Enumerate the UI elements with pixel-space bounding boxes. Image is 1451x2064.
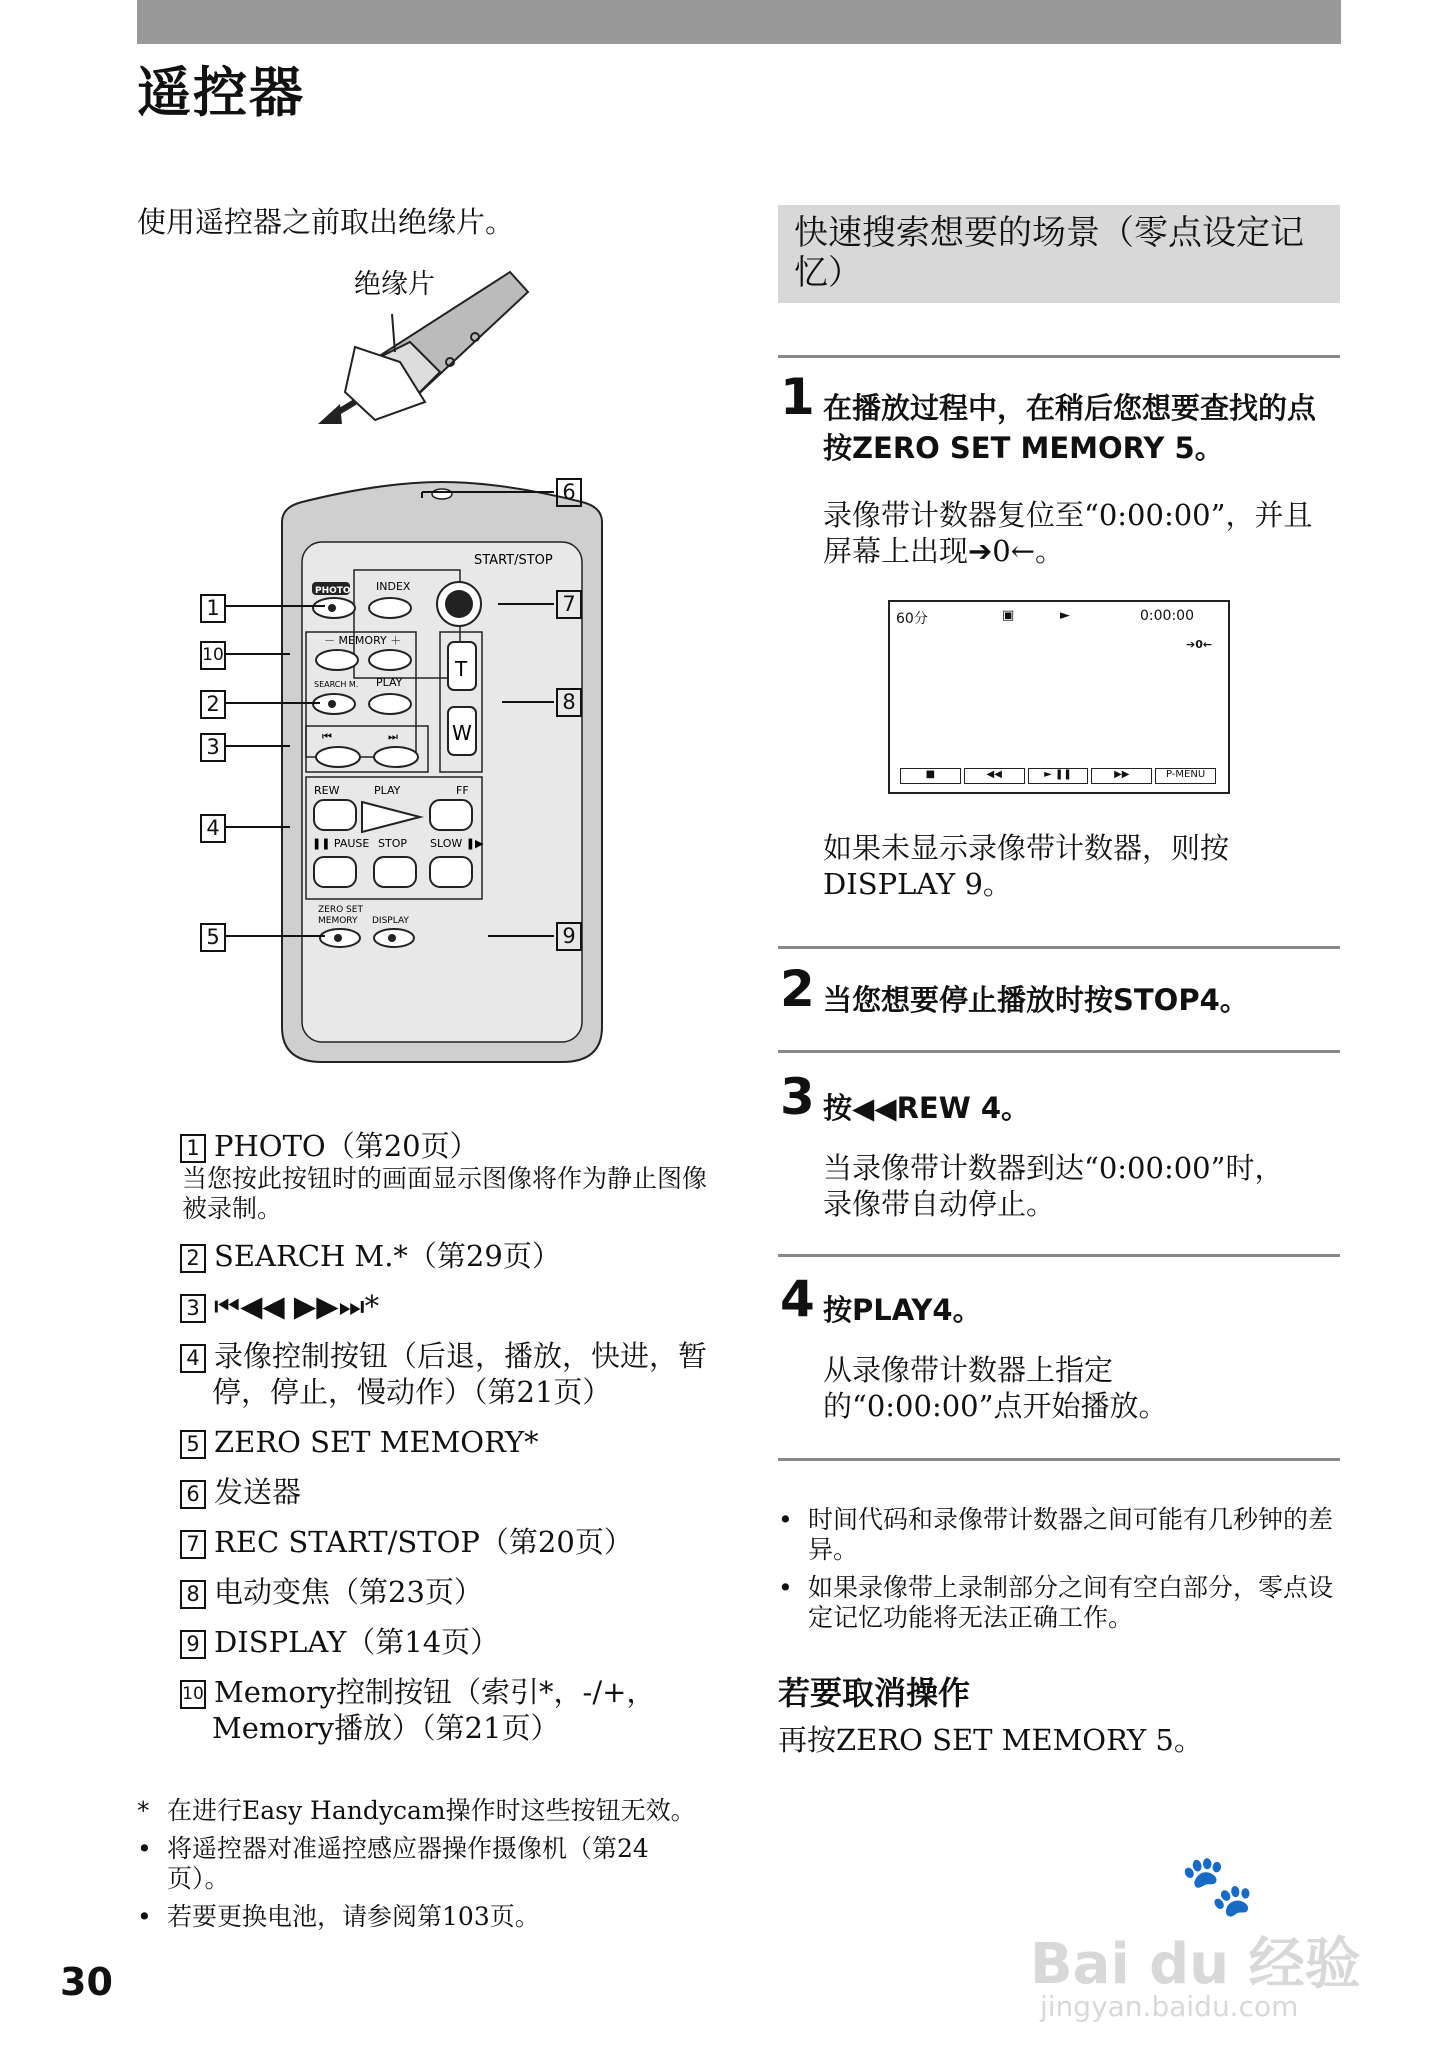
remote-play-top-label: PLAY xyxy=(376,676,403,689)
remote-prev-label: ⏮ xyxy=(322,730,332,743)
top-bar xyxy=(137,0,1341,44)
zero-mark: ➔0← xyxy=(1186,638,1213,651)
remote-search-m-label: SEARCH M. xyxy=(314,680,359,689)
watermark-url: jingyan.baidu.com xyxy=(1040,1990,1299,2023)
remote-play-label: PLAY xyxy=(374,784,401,797)
note-item: • 时间代码和录像带计数器之间可能有几秒钟的差异。 xyxy=(778,1505,1334,1564)
remote-memory-label: － MEMORY ＋ xyxy=(324,634,402,647)
remote-next-label: ⏭ xyxy=(388,730,398,743)
remote-index-label: INDEX xyxy=(376,580,411,593)
remote-display-label: DISPLAY xyxy=(372,916,409,926)
remote-start-stop-label: START/STOP xyxy=(474,553,553,568)
baidu-watermark xyxy=(1030,1850,1360,2040)
step-4-number: 4 xyxy=(780,1270,815,1328)
remote-photo-label: PHOTO xyxy=(315,586,351,596)
divider xyxy=(778,1050,1340,1053)
tape-counter: 0:00:00 xyxy=(1140,608,1194,624)
play-icon: ► xyxy=(1060,608,1070,623)
cancel-text: 再按ZERO SET MEMORY 5。 xyxy=(778,1723,1203,1757)
step-3-number: 3 xyxy=(780,1068,815,1126)
callout-5: 5 xyxy=(200,923,234,952)
callout-9: 9 xyxy=(556,922,590,951)
step-1-desc: 录像带计数器复位至“0:00:00”，并且屏幕上出现➔0←。 xyxy=(823,498,1313,568)
legend-item: 9 DISPLAY（第14页） xyxy=(180,1624,720,1660)
step-2-number: 2 xyxy=(780,960,815,1018)
remote-slow-label: SLOW ❚▶ xyxy=(430,837,484,850)
note-item: * 在进行Easy Handycam操作时这些按钮无效。 xyxy=(137,1796,696,1825)
legend-item: 2 SEARCH M.*（第29页） xyxy=(180,1238,720,1274)
legend-item: 8 电动变焦（第23页） xyxy=(180,1574,720,1610)
watermark-brand: Bai du 经验 xyxy=(1030,1932,1361,1997)
divider xyxy=(778,1458,1340,1461)
remote-ff-label: FF xyxy=(456,784,469,797)
divider xyxy=(778,1254,1340,1257)
stop-screen-button: ■ xyxy=(900,768,961,784)
step-2-text: 当您想要停止播放时按STOP4。 xyxy=(823,983,1249,1017)
page-title: 遥控器 xyxy=(137,61,305,124)
callout-2: 2 xyxy=(200,690,234,719)
legend-item: 7 REC START/STOP（第20页） xyxy=(180,1524,720,1560)
note-item: • 若要更换电池，请参阅第103页。 xyxy=(137,1902,540,1931)
remote-pause-label: ❚❚ PAUSE xyxy=(312,837,370,850)
callout-6: 6 xyxy=(556,478,590,507)
remote-zero-set-label: ZERO SET xyxy=(318,905,363,915)
callout-7: 7 xyxy=(556,590,590,619)
page-number: 30 xyxy=(60,1960,113,2004)
callout-1: 1 xyxy=(200,594,234,623)
right-notes xyxy=(778,1505,1343,1641)
rew-screen-button: ◀◀ xyxy=(964,768,1025,784)
callout-4: 4 xyxy=(200,814,234,843)
note-item: • 将遥控器对准遥控感应器操作摄像机（第24页）。 xyxy=(137,1834,649,1893)
divider xyxy=(778,946,1340,949)
screen-button-bar xyxy=(900,768,1216,784)
legend-item: 1 PHOTO（第20页） 当您按此按钮时的画面显示图像将作为静止图像被录制。 xyxy=(182,1129,708,1223)
lcd-screen xyxy=(888,600,1230,794)
step-4-text: 按PLAY4。 xyxy=(823,1293,982,1327)
section-title: 快速搜索想要的场景（零点设定记忆） xyxy=(778,205,1340,303)
remote-stop-label: STOP xyxy=(378,837,407,850)
insulation-illustration xyxy=(300,262,530,442)
legend-item: 4 录像控制按钮（后退，播放，快进，暂停，停止，慢动作）（第21页） xyxy=(180,1338,720,1410)
step-3-desc: 当录像带计数器到达“0:00:00”时，录像带自动停止。 xyxy=(823,1151,1284,1221)
divider xyxy=(778,355,1340,358)
step-1-number: 1 xyxy=(780,368,815,426)
note-item: • 如果录像带上录制部分之间有空白部分，零点设定记忆功能将无法正确工作。 xyxy=(778,1573,1334,1632)
tape-icon: ▣ xyxy=(1002,608,1015,623)
step-1-text: 在播放过程中，在稍后您想要查找的点按ZERO SET MEMORY 5。 xyxy=(823,391,1317,465)
insulation-label: 绝缘片 xyxy=(354,269,435,300)
legend-item: 3 ⏮◀◀ ▶▶⏭* xyxy=(180,1288,720,1324)
legend-item: 10 Memory控制按钮（索引*，-/+，Memory播放）（第21页） xyxy=(180,1674,720,1746)
intro-text: 使用遥控器之前取出绝缘片。 xyxy=(137,205,515,239)
play-pause-screen-button: ► ❚❚ xyxy=(1028,768,1089,784)
paw-icon: 🐾 xyxy=(1180,1851,1255,1921)
cancel-title: 若要取消操作 xyxy=(778,1674,971,1712)
step-4-desc: 从录像带计数器上指定的“0:00:00”点开始播放。 xyxy=(823,1353,1168,1423)
callout-lines xyxy=(190,470,610,950)
callout-3: 3 xyxy=(200,733,234,762)
legend-item: 5 ZERO SET MEMORY* xyxy=(180,1424,720,1460)
remote-tele-label: T xyxy=(455,657,468,681)
ff-screen-button: ▶▶ xyxy=(1091,768,1152,784)
remote-memory-btn-label: MEMORY xyxy=(318,916,358,926)
callout-10: 10 xyxy=(200,641,234,670)
battery-indicator: 60分 xyxy=(896,611,928,627)
step-1-extra: 如果未显示录像带计数器，则按DISPLAY 9。 xyxy=(823,831,1230,901)
callout-8: 8 xyxy=(556,688,590,717)
remote-wide-label: W xyxy=(452,721,472,745)
legend-list xyxy=(180,1128,720,1760)
legend-item: 6 发送器 xyxy=(180,1474,720,1510)
step-3-text: 按◀◀REW 4。 xyxy=(823,1091,1031,1125)
remote-rew-label: REW xyxy=(314,784,340,797)
p-menu-screen-button: P-MENU xyxy=(1155,768,1216,784)
left-notes xyxy=(137,1796,697,1940)
